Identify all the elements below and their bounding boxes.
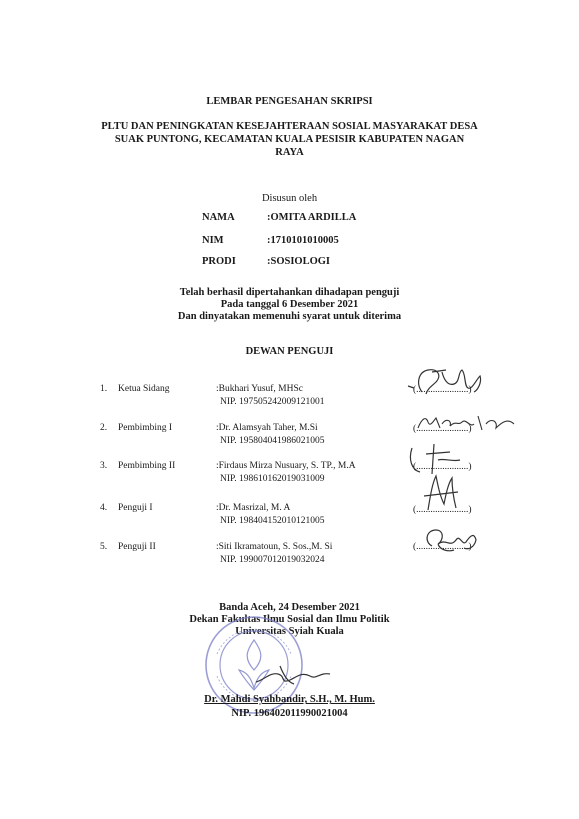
examiner-no: 3. bbox=[100, 461, 108, 471]
signature-pembimbing-1 bbox=[412, 408, 522, 436]
examiner-no: 5. bbox=[100, 542, 108, 552]
dean-name: Dr. Mahdi Syahbandir, S.H., M. Hum. bbox=[204, 694, 375, 705]
author-value-prodi: :SOSIOLOGI bbox=[267, 256, 331, 267]
examiner-no: 4. bbox=[100, 503, 108, 513]
examiner-nip: NIP. 195804041986021005 bbox=[220, 436, 325, 446]
signature-penguji-2 bbox=[418, 522, 482, 556]
examiner-name: :Siti Ikramatoun, S. Sos.,M. Si bbox=[216, 542, 333, 552]
defense-line-1: Telah berhasil dipertahankan dihadapan penguji bbox=[179, 287, 400, 298]
dean-nip: NIP. 196402011990021004 bbox=[231, 708, 348, 719]
examiner-name: :Dr. Masrizal, M. A bbox=[216, 503, 291, 513]
signature-dean bbox=[250, 658, 340, 692]
examiner-role: Pembimbing I bbox=[118, 423, 173, 433]
closing-position: Dekan Fakultas Ilmu Sosial dan Ilmu Politik bbox=[189, 614, 390, 625]
examiner-sign-line: (......................) bbox=[413, 505, 472, 515]
thesis-title-line-3: RAYA bbox=[275, 147, 304, 158]
board-heading: DEWAN PENGUJI bbox=[245, 346, 334, 357]
author-label-prodi: PRODI bbox=[202, 256, 236, 267]
examiner-role: Penguji I bbox=[118, 503, 153, 513]
signature-ketua-sidang bbox=[402, 362, 498, 402]
page-title: LEMBAR PENGESAHAN SKRIPSI bbox=[206, 96, 373, 107]
defense-line-3: Dan dinyatakan memenuhi syarat untuk diterima bbox=[177, 311, 402, 322]
examiner-sign-line: (......................) bbox=[413, 542, 472, 552]
examiner-no: 1. bbox=[100, 384, 108, 394]
examiner-name: :Bukhari Yusuf, MHSc bbox=[216, 384, 303, 394]
examiner-role: Ketua Sidang bbox=[118, 384, 170, 394]
examiner-role: Penguji II bbox=[118, 542, 156, 552]
closing-place-date: Banda Aceh, 24 Desember 2021 bbox=[219, 602, 360, 613]
signature-penguji-1 bbox=[418, 470, 464, 514]
thesis-title-line-2: SUAK PUNTONG, KECAMATAN KUALA PESISIR KABUPATEN NAGAN bbox=[114, 134, 465, 145]
thesis-title-line-1: PLTU DAN PENINGKATAN KESEJAHTERAAN SOSIAL MASYARAKAT DESA bbox=[101, 121, 478, 132]
examiner-role: Pembimbing II bbox=[118, 461, 176, 471]
examiner-nip: NIP. 197505242009121001 bbox=[220, 397, 325, 407]
author-label-nim: NIM bbox=[202, 235, 224, 246]
author-intro: Disusun oleh bbox=[261, 193, 318, 204]
examiner-nip: NIP. 198404152010121005 bbox=[220, 516, 325, 526]
examiner-sign-line: (......................) bbox=[413, 424, 472, 434]
closing-university: Universitas Syiah Kuala bbox=[235, 626, 344, 637]
author-value-name: :OMITA ARDILLA bbox=[267, 212, 357, 223]
examiner-nip: NIP. 199007012019032024 bbox=[220, 555, 325, 565]
examiner-no: 2. bbox=[100, 423, 108, 433]
examiner-name: :Dr. Alamsyah Taher, M.Si bbox=[216, 423, 318, 433]
author-value-nim: :1710101010005 bbox=[267, 235, 339, 246]
author-label-name: NAMA bbox=[202, 212, 235, 223]
examiner-sign-line: (......................) bbox=[413, 462, 472, 472]
examiner-sign-line: (......................) bbox=[413, 385, 472, 395]
examiner-nip: NIP. 198610162019031009 bbox=[220, 474, 325, 484]
examiner-name: :Firdaus Mirza Nusuary, S. TP., M.A bbox=[216, 461, 356, 471]
defense-line-2: Pada tanggal 6 Desember 2021 bbox=[220, 299, 359, 310]
